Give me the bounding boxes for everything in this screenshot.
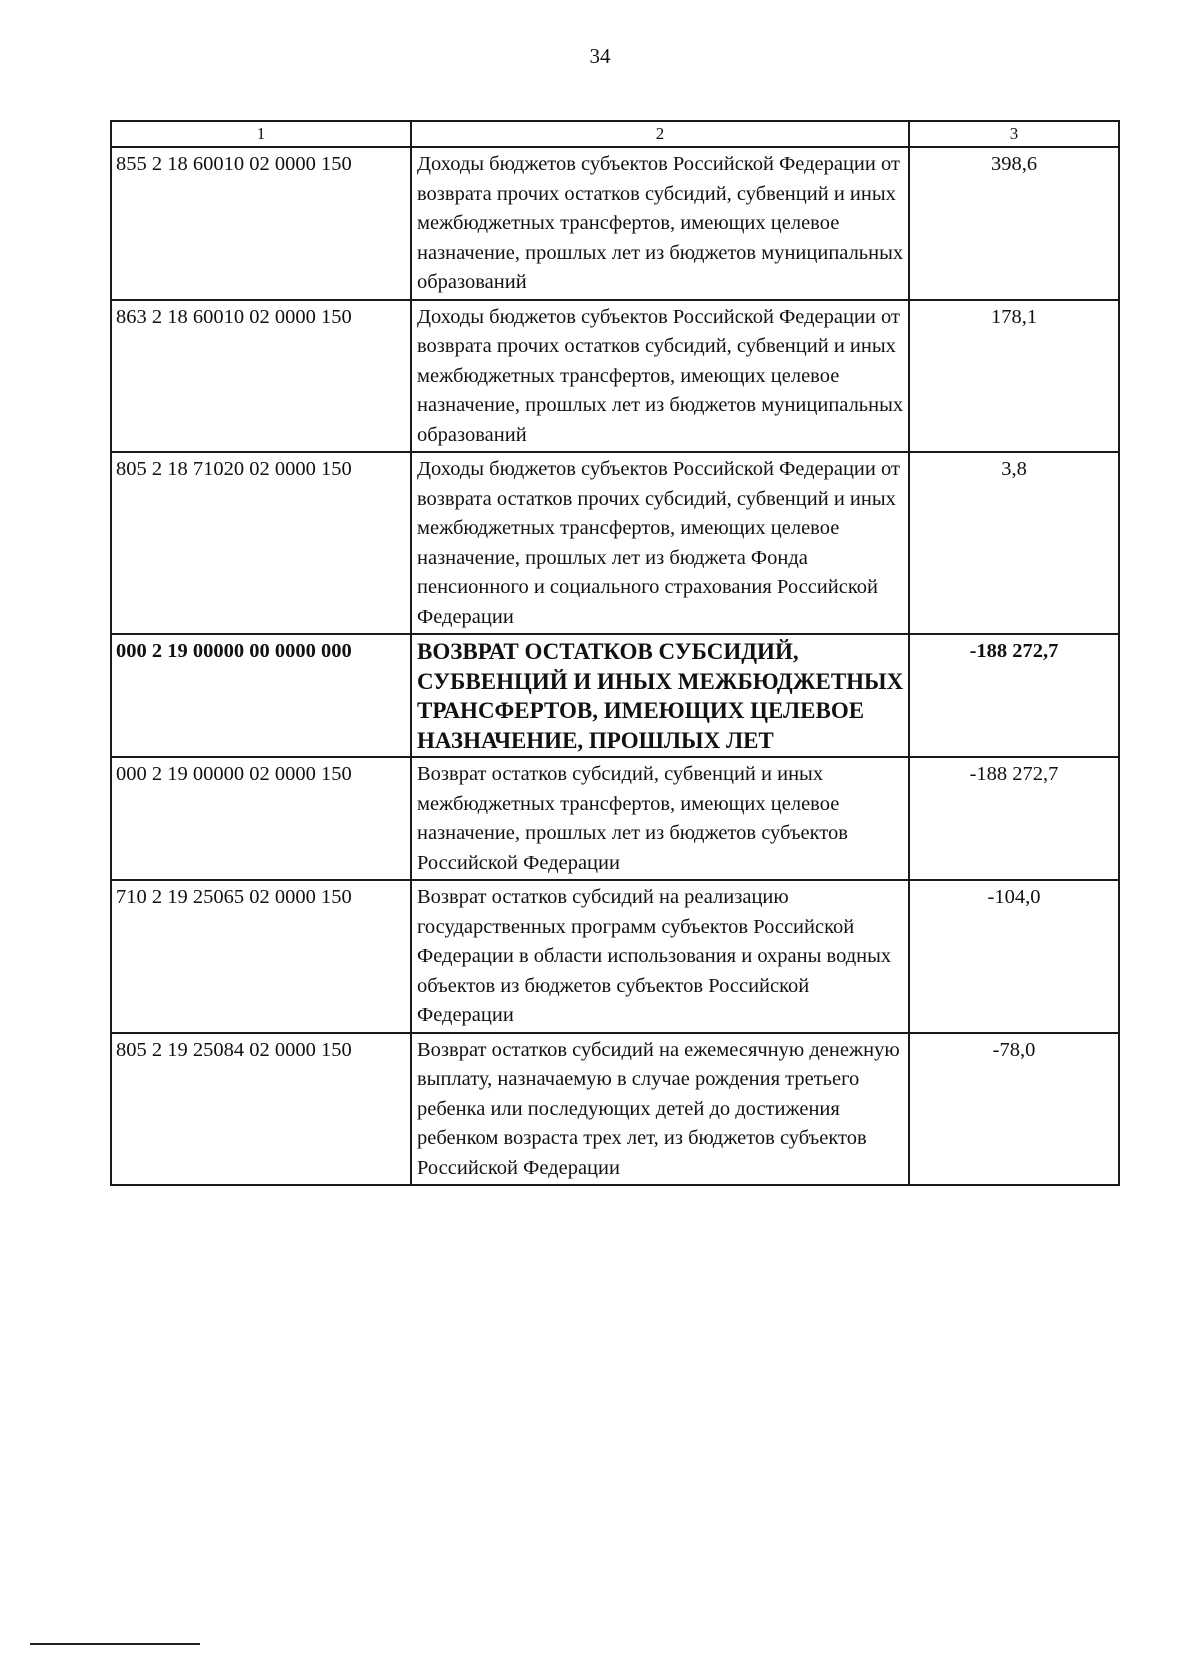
row-description: ВОЗВРАТ ОСТАТКОВ СУБСИДИЙ, СУБВЕНЦИЙ И ИНЫХ МЕЖБЮДЖЕТНЫХ ТРАНСФЕРТОВ, ИМЕЮЩИХ ЦЕЛЕВОЕ НАЗНАЧЕНИЕ, ПРОШЛЫХ ЛЕТ: [411, 634, 909, 757]
column-header-description: 2: [411, 121, 909, 147]
row-description: Возврат остатков субсидий на ежемесячную денежную выплату, назначаемую в случае рождения третьего ребенка или последующих детей до достижения ребенком возраста трех лет, из бюджетов субъектов Российской Федерации: [411, 1033, 909, 1186]
row-code: 805 2 18 71020 02 0000 150: [111, 452, 411, 634]
footnote-separator-line: [30, 1643, 200, 1645]
table-row: [111, 452, 1119, 634]
row-amount: -188 272,7: [909, 634, 1119, 757]
row-description: Доходы бюджетов субъектов Российской Федерации от возврата прочих остатков субсидий, субвенций и иных межбюджетных трансфертов, имеющих целевое назначение, прошлых лет из бюджетов муниципальных образований: [411, 147, 909, 300]
row-description: Возврат остатков субсидий, субвенций и иных межбюджетных трансфертов, имеющих целевое назначение, прошлых лет из бюджетов субъектов Российской Федерации: [411, 757, 909, 880]
row-amount: -104,0: [909, 880, 1119, 1033]
row-code: 855 2 18 60010 02 0000 150: [111, 147, 411, 300]
row-code: 710 2 19 25065 02 0000 150: [111, 880, 411, 1033]
row-code: 000 2 19 00000 00 0000 000: [111, 634, 411, 757]
column-header-code: 1: [111, 121, 411, 147]
row-amount: -78,0: [909, 1033, 1119, 1186]
table-row-section-total: [111, 634, 1119, 757]
row-amount: 3,8: [909, 452, 1119, 634]
row-code: 863 2 18 60010 02 0000 150: [111, 300, 411, 453]
table-header-row: [111, 121, 1119, 147]
page-number: 34: [589, 44, 611, 68]
row-amount: 398,6: [909, 147, 1119, 300]
table-row: [111, 1033, 1119, 1186]
column-header-amount: 3: [909, 121, 1119, 147]
budget-table: [110, 120, 1120, 1186]
table-row: [111, 880, 1119, 1033]
table-row: [111, 300, 1119, 453]
row-description: Доходы бюджетов субъектов Российской Федерации от возврата прочих остатков субсидий, субвенций и иных межбюджетных трансфертов, имеющих целевое назначение, прошлых лет из бюджетов муниципальных образований: [411, 300, 909, 453]
row-code: 805 2 19 25084 02 0000 150: [111, 1033, 411, 1186]
row-description: Возврат остатков субсидий на реализацию государственных программ субъектов Российской Федерации в области использования и охраны водных объектов из бюджетов субъектов Российской Федерации: [411, 880, 909, 1033]
row-description: Доходы бюджетов субъектов Российской Федерации от возврата остатков прочих субсидий, субвенций и иных межбюджетных трансфертов, имеющих целевое назначение, прошлых лет из бюджета Фонда пенсионного и социального страхования Российской Федерации: [411, 452, 909, 634]
row-code: 000 2 19 00000 02 0000 150: [111, 757, 411, 880]
row-amount: -188 272,7: [909, 757, 1119, 880]
table-row: [111, 147, 1119, 300]
table-row: [111, 757, 1119, 880]
row-amount: 178,1: [909, 300, 1119, 453]
